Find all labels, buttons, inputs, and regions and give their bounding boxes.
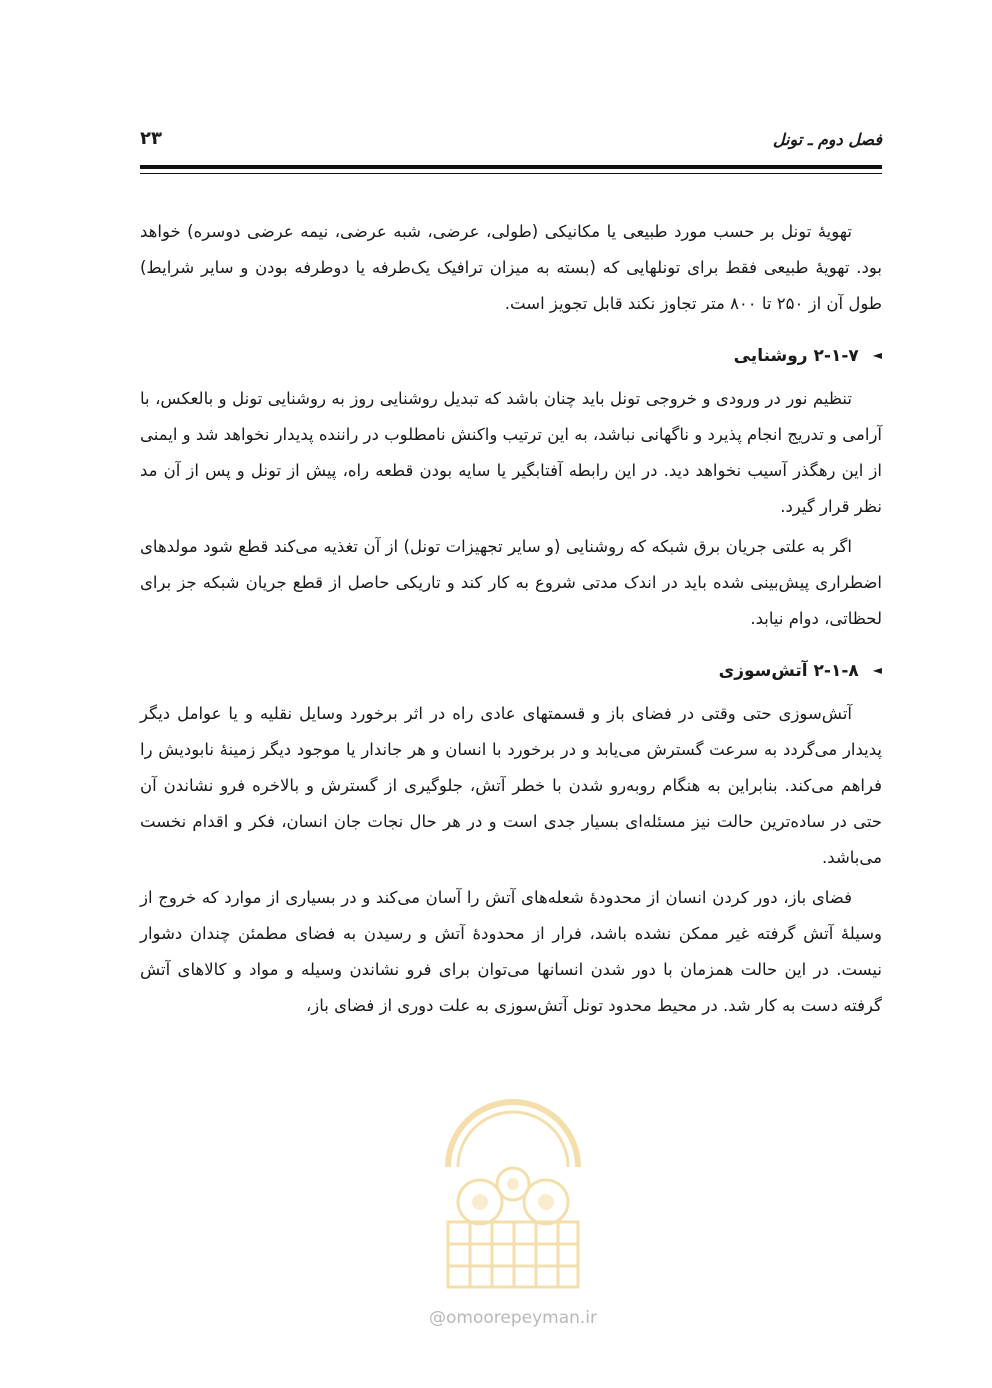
heading-text: ۲-۱-۷ روشنایی — [733, 346, 859, 366]
paragraph-lighting-1: تنظیم نور در ورودی و خروجی تونل باید چنان باشد که تبدیل روشنایی روز به روشنایی تونل و بالعکس، با آرامی و تدریج انجام پذیرد و ناگهانی نباشد، به این ترتیب واکنش نامطلوب در راننده پدیدار نخواهد شد و ایمنی از این رهگذر آسیب نخواهد دید. در این رابطه آفتابگیر یا سایه بودن قطعه راه، پیش از تونل و پس از آن مد نظر قرار گیرد. — [139, 389, 882, 516]
running-title: فصل دوم ـ تونل — [772, 130, 882, 149]
watermark-site: @omoorepeyman.ir — [428, 1308, 598, 1328]
section-heading-fire — [140, 655, 882, 686]
page-header — [140, 124, 882, 164]
heading-text: ۲-۱-۸ آتش‌سوزی — [718, 661, 859, 681]
paragraph-ventilation: تهویهٔ تونل بر حسب مورد طبیعی یا مکانیکی (طولی، عرضی، شبه عرضی، نیمه عرضی دوسره) خواهد بود. تهویهٔ طبیعی فقط برای تونلهایی که (بسته به میزان ترافیک یک‌طرفه یا دوطرفه بودن و سایر شرایط) طول آن از ۲۵۰ تا ۸۰۰ متر تجاوز نکند قابل تجویز است. — [140, 222, 882, 313]
section-heading-lighting — [140, 340, 882, 371]
bullet-arrow-icon: ◄ — [872, 663, 882, 677]
header-rule-thick — [140, 165, 882, 169]
watermark-logo-icon — [418, 1072, 608, 1302]
paragraph-lighting-2: اگر به علتی جریان برق شبکه که روشنایی (و سایر تجهیزات تونل) از آن تغذیه می‌کند قطع شود مولدهای اضطراری پیش‌بینی شده باید در اندک مدتی شروع به کار کند و تاریکی حاصل از قطع جریان شبکه جز برای لحظاتی، دوام نیابد. — [140, 537, 882, 628]
body-text — [140, 214, 882, 1024]
bullet-arrow-icon: ◄ — [872, 348, 882, 362]
paragraph-fire-2: فضای باز، دور کردن انسان از محدودهٔ شعله‌های آتش را آسان می‌کند و در بسیاری از موارد که خروج از وسیلهٔ آتش گرفته غیر ممکن نشده باشد، فرار از محدودهٔ آتش و رسیدن به فضای مطمئن چندان دشوار نیست. در این حالت همزمان با دور شدن انسانها می‌توان برای فرو نشاندن وسیله و مواد و کالاهای آتش گرفته دست به کار شد. در محیط محدود تونل آتش‌سوزی به علت دوری از فضای باز، — [140, 888, 882, 1015]
page-number: ۲۳ — [140, 128, 162, 149]
paragraph-fire-1: آتش‌سوزی حتی وقتی در فضای باز و قسمتهای عادی راه در اثر برخورد وسایل نقلیه و یا عوامل دیگر پدیدار می‌گردد به سرعت گسترش می‌یابد و در برخورد با انسان و هر جاندار یا موجود دیگر زمینهٔ نابودیش را فراهم می‌کند. بنابراین به هنگام روبه‌رو شدن با خطر آتش، جلوگیری از گسترش و بالاخره فرو نشاندن آن حتی در ساده‌ترین حالت نیز مسئله‌ای بسیار جدی است و در هر حال نجات جان انسان، فکر و اقدام نخست می‌باشد. — [140, 704, 882, 867]
header-rule-thin — [140, 173, 882, 174]
